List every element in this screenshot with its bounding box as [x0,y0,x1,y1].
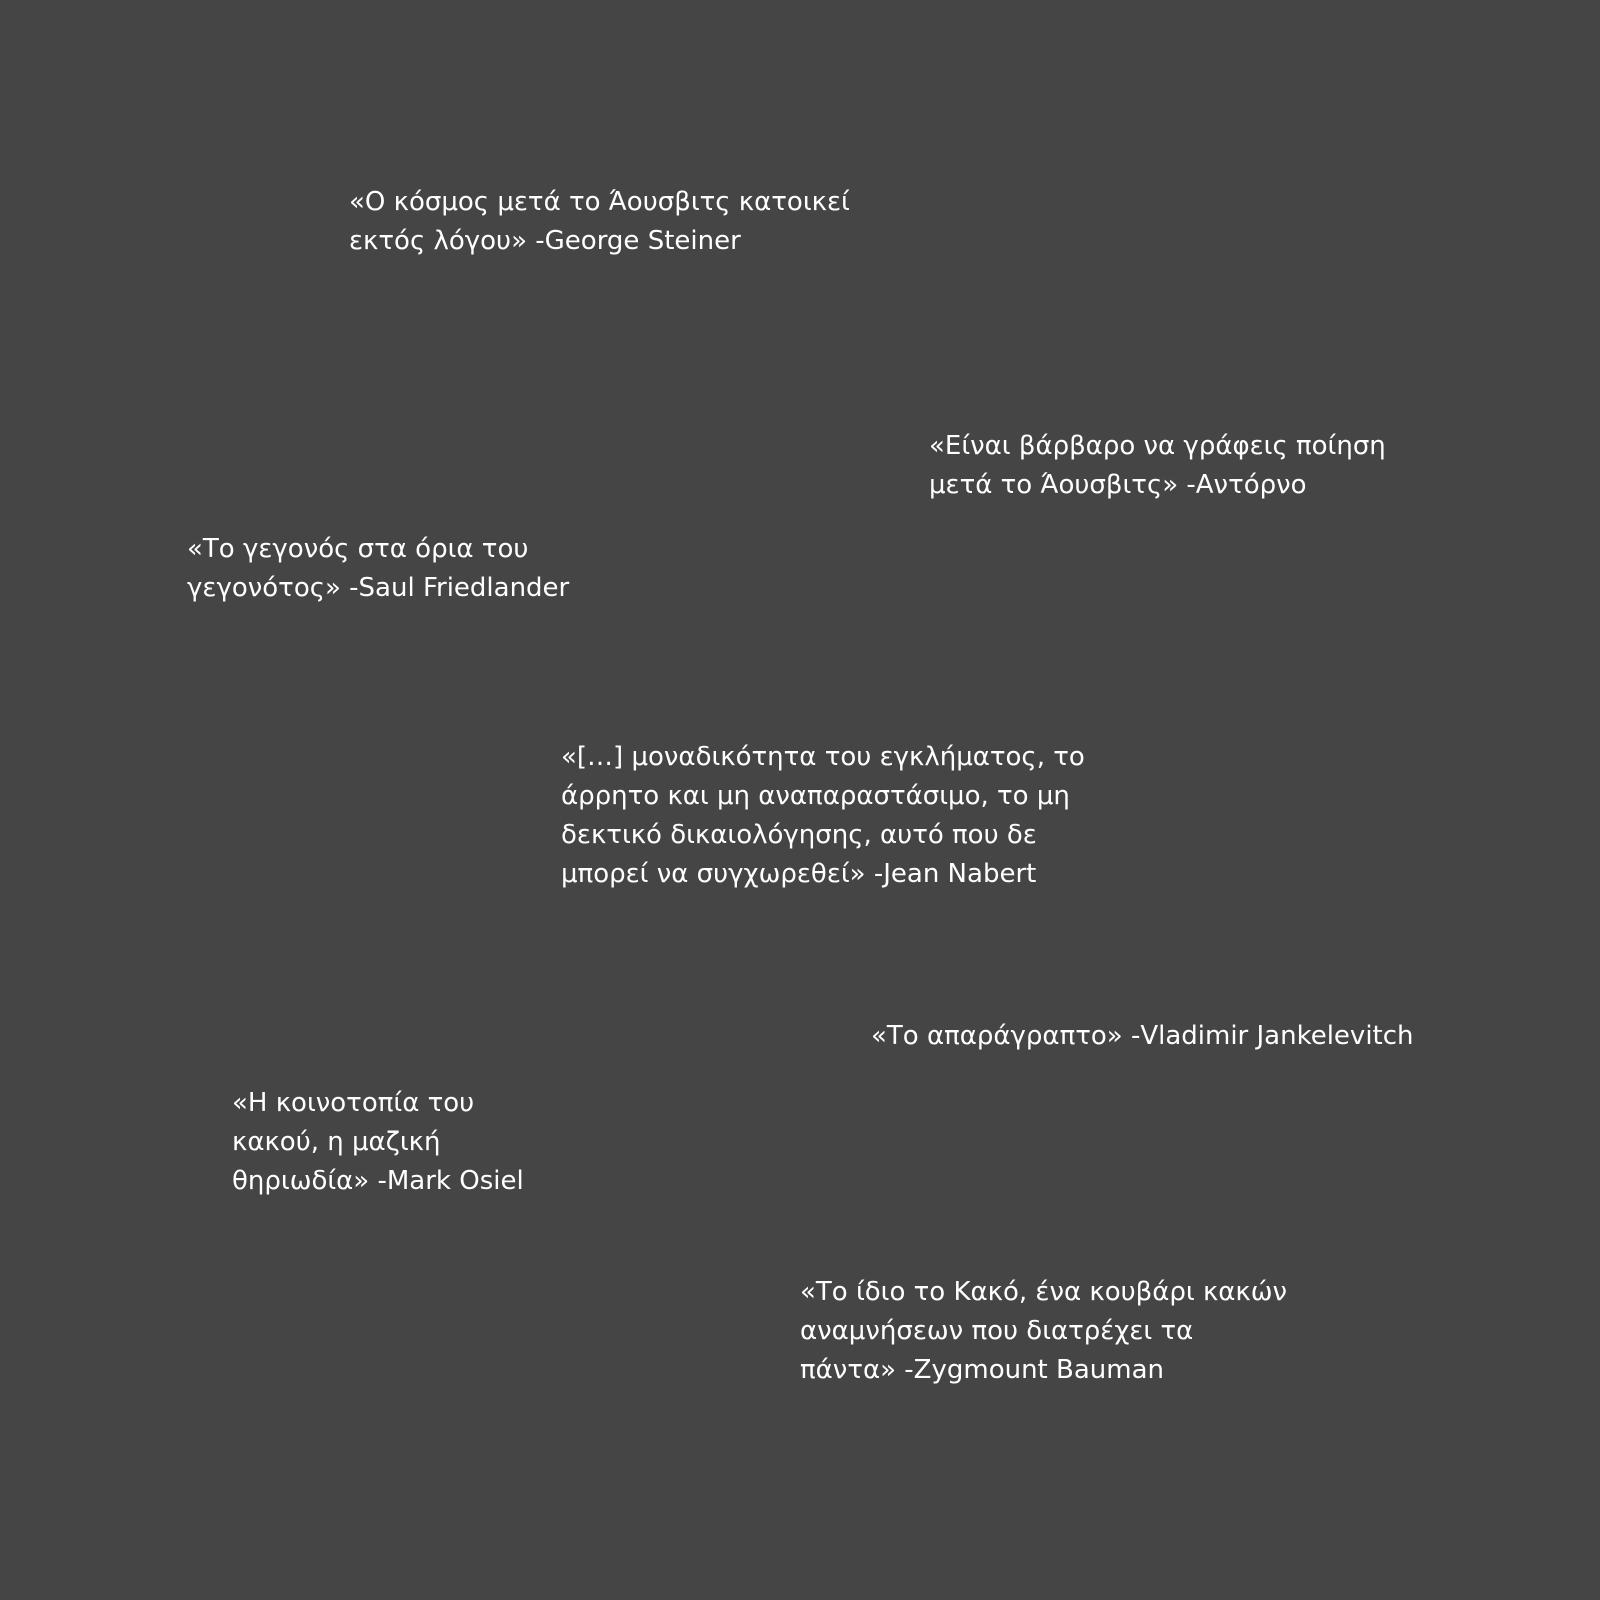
quote-george-steiner [349,183,850,261]
quote-line: «Το απαράγραπτο» -Vladimir Jankelevitch [871,1021,1414,1051]
quote-line: δεκτικό δικαιολόγησης, αυτό που δε [561,820,1037,850]
quote-zygmount-bauman [800,1273,1287,1390]
quote-adorno [929,427,1386,505]
quote-line: κακού, η μαζική [232,1127,441,1157]
quote-line: «Η κοινοτοπία του [232,1088,475,1118]
quote-line: θηριωδία» -Mark Osiel [232,1166,524,1196]
quote-saul-friedlander [187,530,569,608]
quote-line: «[…] μοναδικότητα του εγκλήματος, το [561,742,1085,772]
quote-line: «Το γεγονός στα όρια του [187,534,529,564]
quote-line: αναμνήσεων που διατρέχει τα [800,1316,1194,1346]
quote-mark-osiel [232,1084,524,1201]
quote-line: γεγονότος» -Saul Friedlander [187,573,570,603]
quote-jean-nabert [561,738,1085,894]
quote-line: μετά το Άουσβιτς» -Αντόρνο [929,470,1307,500]
quote-line: «Είναι βάρβαρο να γράφεις ποίηση [929,431,1386,461]
quote-vladimir-jankelevitch [871,1017,1414,1056]
quote-line: μπορεί να συγχωρεθεί» -Jean Nabert [561,859,1037,889]
quote-line: πάντα» -Zygmount Bauman [800,1355,1164,1385]
quote-line: «Το ίδιο το Κακό, ένα κουβάρι κακών [800,1277,1288,1307]
quote-line: εκτός λόγου» -George Steiner [349,226,741,256]
quote-line: «Ο κόσμος μετά το Άουσβιτς κατοικεί [349,187,850,217]
quote-line: άρρητο και μη αναπαραστάσιμο, το μη [561,781,1070,811]
